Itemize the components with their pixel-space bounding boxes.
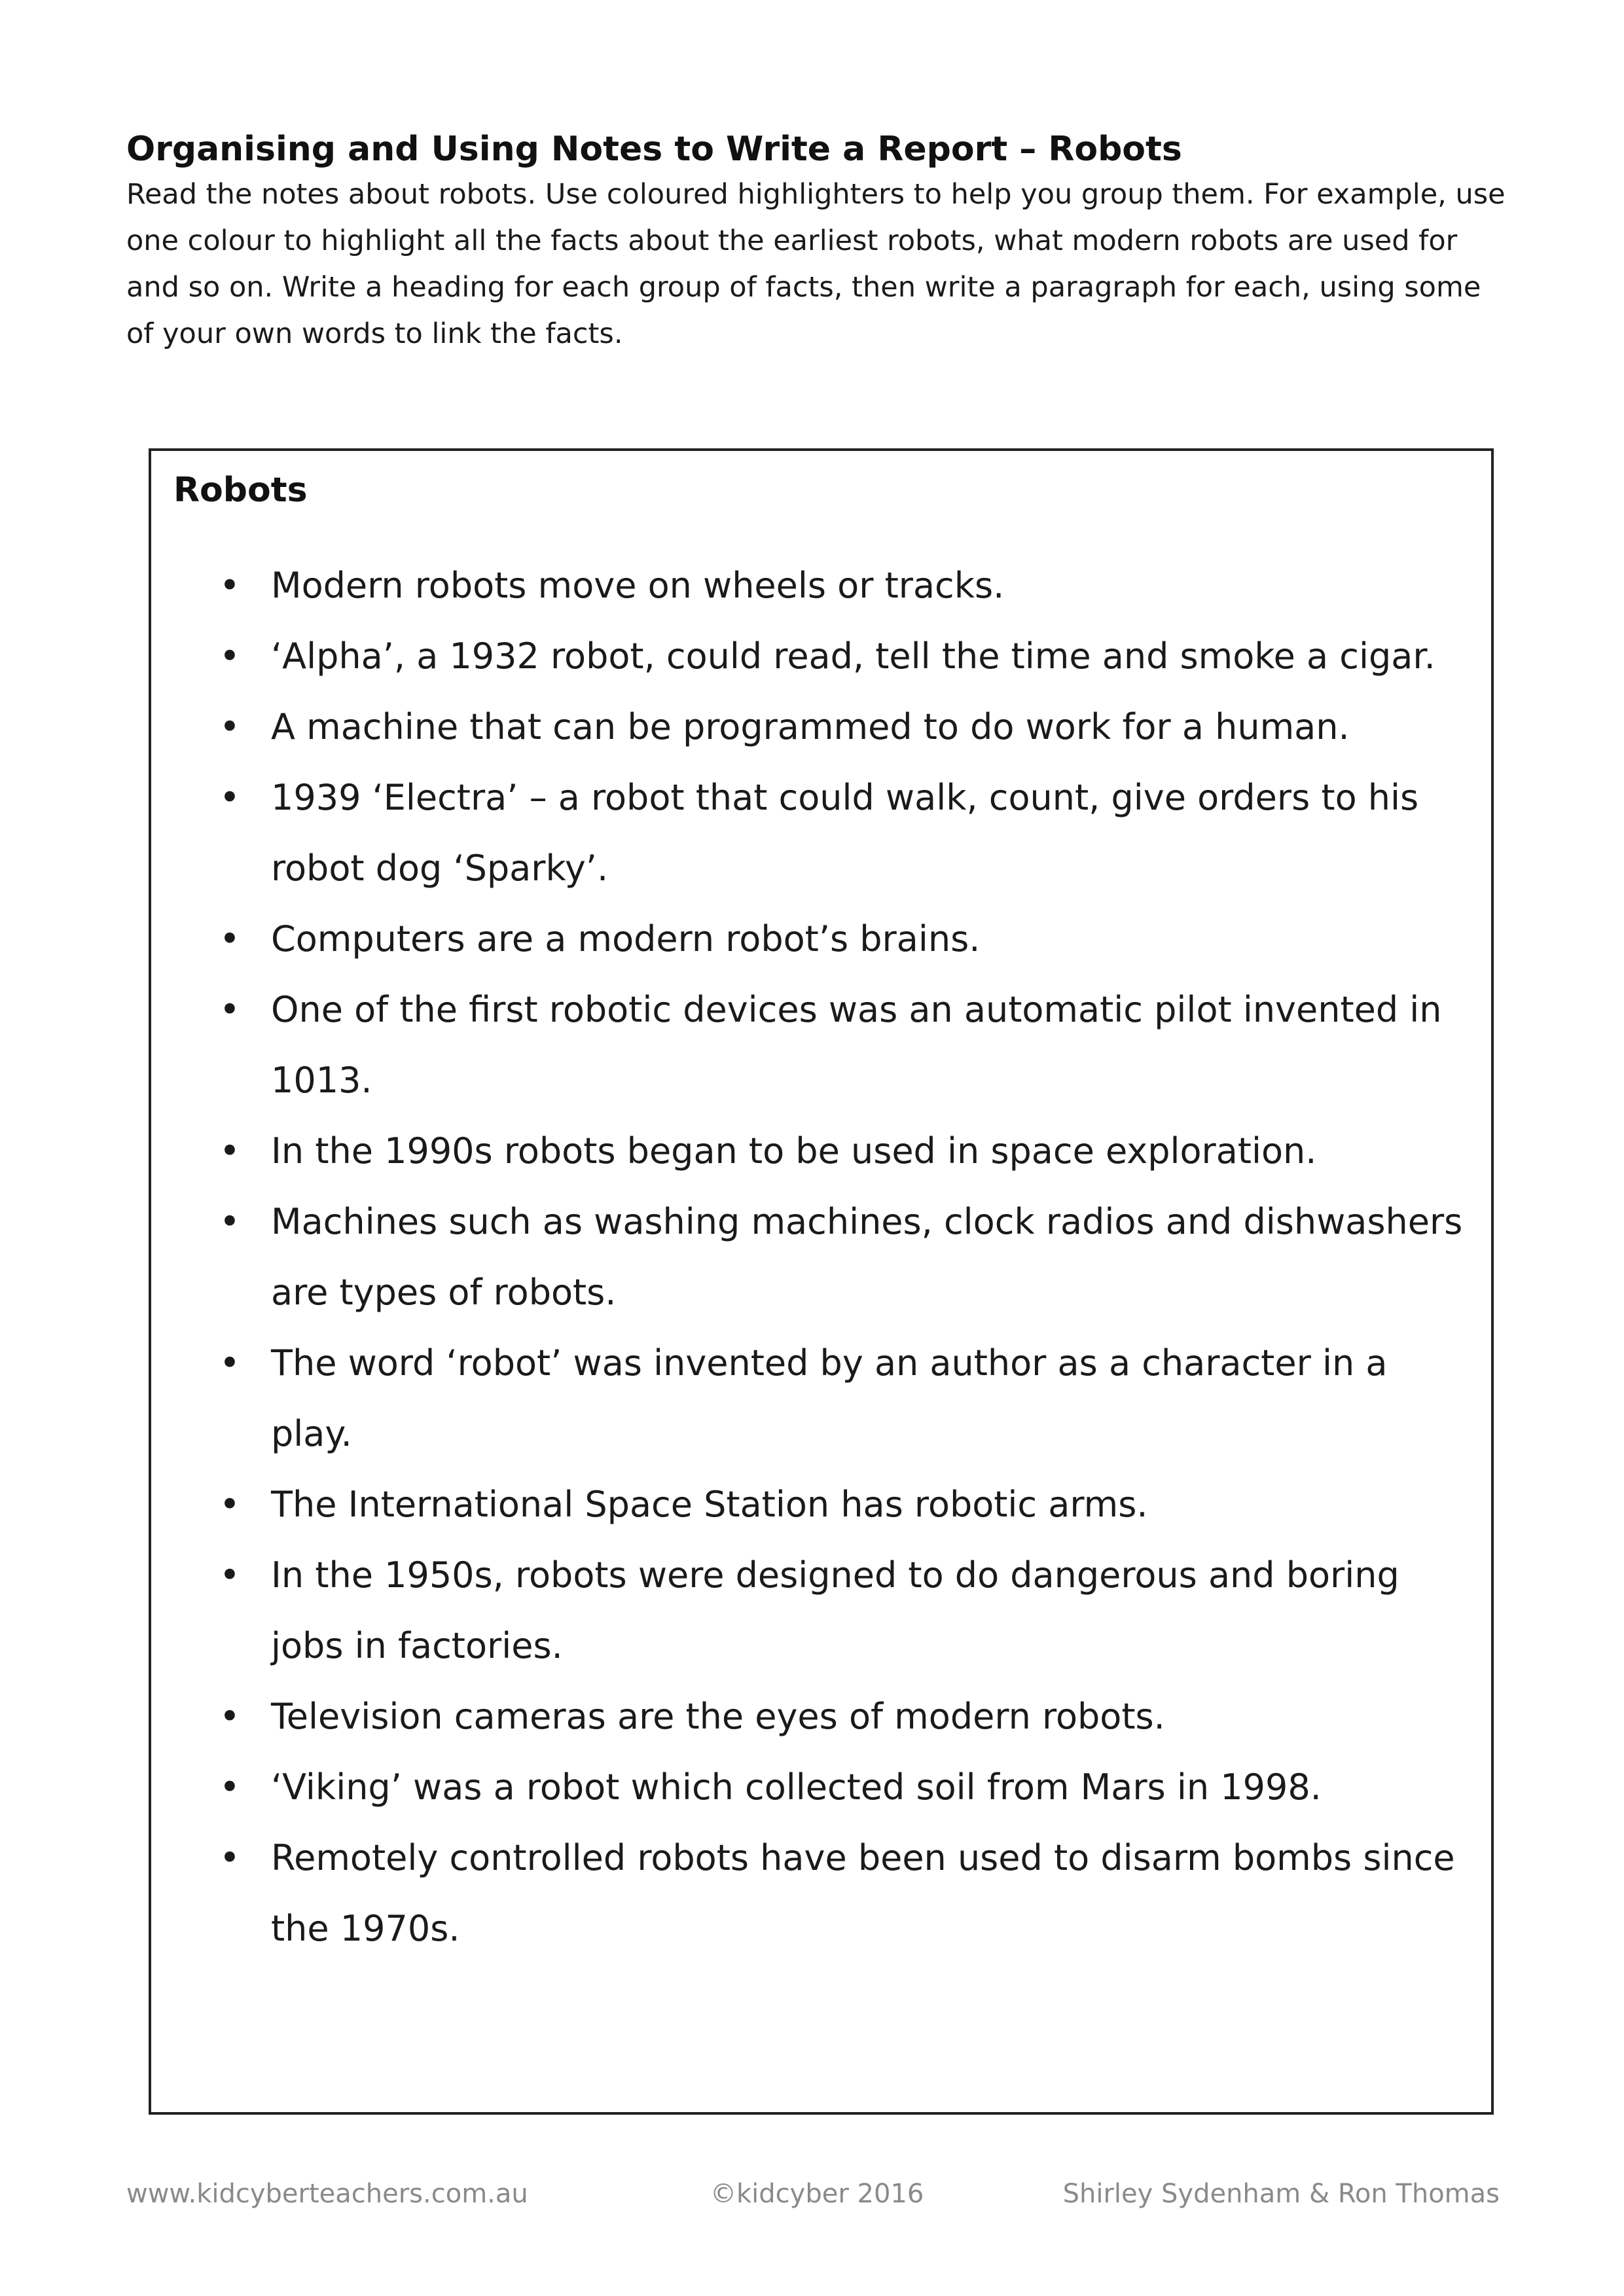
list-item	[151, 1328, 1491, 1469]
list-item	[151, 1469, 1491, 1540]
note-text: 1939 ‘Electra’ – a robot that could walk, count, give orders to his robot dog ‘Sparky’.	[271, 777, 1419, 889]
bullet-icon: •	[219, 706, 240, 747]
list-item	[151, 1823, 1491, 1964]
list-item	[151, 550, 1491, 621]
note-text: In the 1950s, robots were designed to do dangerous and boring jobs in factories.	[271, 1554, 1399, 1666]
bullet-icon: •	[219, 1837, 240, 1878]
note-text: The word ‘robot’ was invented by an author as a character in a play.	[271, 1342, 1388, 1454]
list-item	[151, 1187, 1491, 1328]
note-text: Machines such as washing machines, clock radios and dishwashers are types of robots.	[271, 1201, 1463, 1313]
note-text: One of the first robotic devices was an automatic pilot invented in 1013.	[271, 989, 1442, 1101]
bullet-icon: •	[219, 1342, 240, 1384]
list-item	[151, 1540, 1491, 1681]
note-text: ‘Viking’ was a robot which collected soil from Mars in 1998.	[271, 1767, 1322, 1808]
bullet-icon: •	[219, 777, 240, 818]
list-item	[151, 975, 1491, 1116]
bullet-icon: •	[219, 1554, 240, 1596]
note-text: ‘Alpha’, a 1932 robot, could read, tell the time and smoke a cigar.	[271, 636, 1435, 677]
note-text: Remotely controlled robots have been used to disarm bombs since the 1970s.	[271, 1837, 1455, 1949]
note-text: Television cameras are the eyes of modern robots.	[271, 1696, 1165, 1737]
bullet-icon: •	[219, 1696, 240, 1737]
note-text: In the 1990s robots began to be used in space exploration.	[271, 1130, 1317, 1172]
bullet-icon: •	[219, 1130, 240, 1172]
list-item	[151, 621, 1491, 692]
page-title: Organising and Using Notes to Write a Report – Robots	[126, 130, 1182, 169]
bullet-icon: •	[219, 989, 240, 1030]
instructions-paragraph: Read the notes about robots. Use coloured highlighters to help you group them. For example, use one colour to highlight all the facts about the earliest robots, what modern robots are used for and so on. Write a heading for each group of facts, then write a paragraph for each, using some of your own words to link the facts.	[126, 178, 1506, 350]
note-text: Computers are a modern robot’s brains.	[271, 918, 981, 960]
bullet-icon: •	[219, 1767, 240, 1808]
list-item	[151, 904, 1491, 975]
footer-copyright: ©kidcyber 2016	[710, 2179, 924, 2209]
notes-box	[149, 448, 1494, 2115]
list-item	[151, 1752, 1491, 1823]
list-item	[151, 762, 1491, 904]
note-text: Modern robots move on wheels or tracks.	[271, 565, 1005, 606]
list-item	[151, 1116, 1491, 1187]
bullet-icon: •	[219, 918, 240, 960]
notes-heading: Robots	[173, 471, 308, 510]
footer-website: www.kidcyberteachers.com.au	[126, 2179, 528, 2209]
bullet-icon: •	[219, 565, 240, 606]
notes-list	[151, 550, 1491, 1964]
note-text: The International Space Station has robotic arms.	[271, 1484, 1148, 1525]
footer-authors: Shirley Sydenham & Ron Thomas	[1062, 2179, 1500, 2209]
list-item	[151, 692, 1491, 762]
bullet-icon: •	[219, 636, 240, 677]
bullet-icon: •	[219, 1201, 240, 1242]
bullet-icon: •	[219, 1484, 240, 1525]
note-text: A machine that can be programmed to do work for a human.	[271, 706, 1350, 747]
list-item	[151, 1681, 1491, 1752]
